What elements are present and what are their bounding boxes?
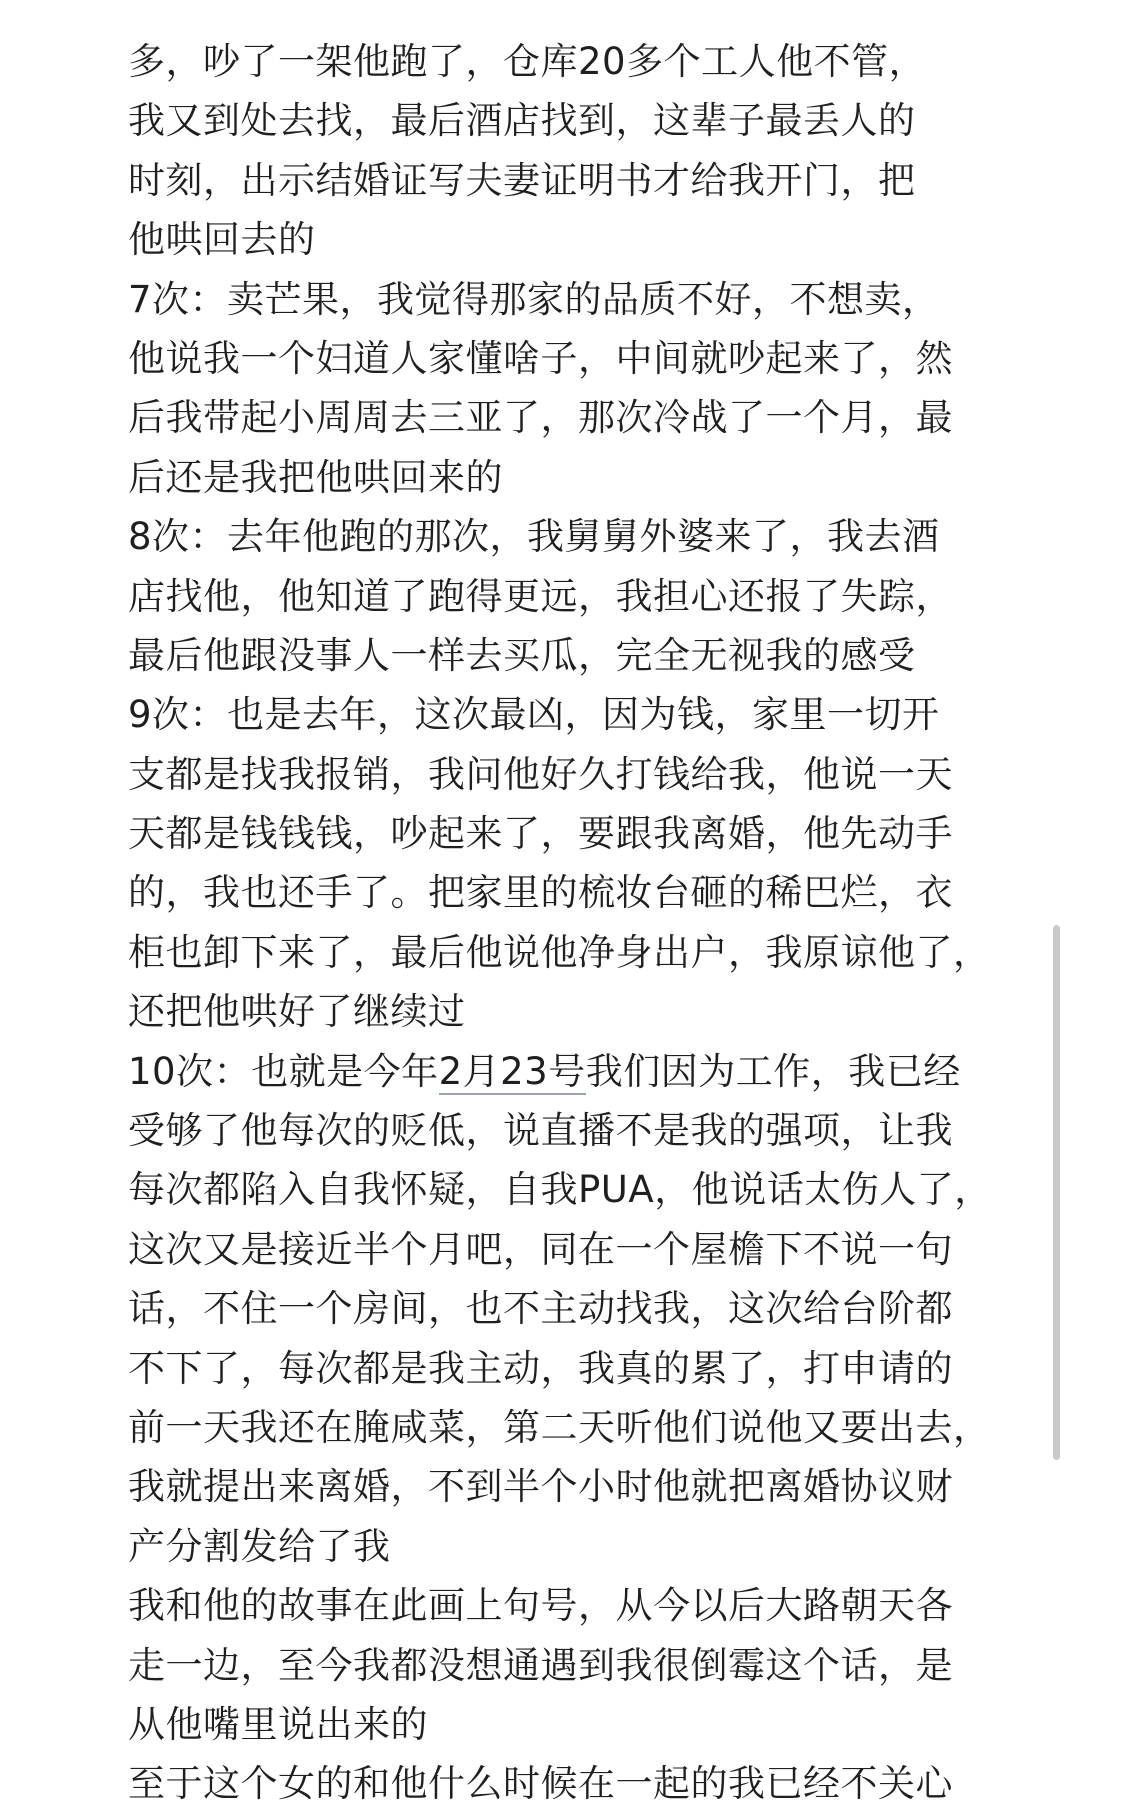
text-line: 时刻，出示结婚证写夫妻证明书才给我开门，把 bbox=[128, 158, 916, 202]
date-link[interactable]: 2月23号 bbox=[438, 1049, 586, 1093]
text-line: 9次：也是去年，这次最凶，因为钱，家里一切开 bbox=[128, 693, 940, 737]
text-line: 店找他，他知道了跑得更远，我担心还报了失踪， bbox=[128, 574, 953, 618]
text-line: 这次又是接近半个月吧，同在一个屋檐下不说一句 bbox=[128, 1227, 953, 1271]
text-line: 后我带起小周周去三亚了，那次冷战了一个月，最 bbox=[128, 396, 953, 440]
text-line: 我又到处去找，最后酒店找到，这辈子最丢人的 bbox=[128, 99, 916, 143]
text-line: 每次都陷入自我怀疑，自我PUA，他说话太伤人了， bbox=[128, 1168, 992, 1212]
text-line: 柜也卸下来了，最后他说他净身出户，我原谅他了， bbox=[128, 930, 991, 974]
text-line-start: 10次：也就是今年 bbox=[128, 1049, 439, 1093]
text-line: 最后他跟没事人一样去买瓜，完全无视我的感受 bbox=[128, 633, 916, 677]
text-line: 不下了，每次都是我主动，我真的累了，打申请的 bbox=[128, 1346, 953, 1390]
text-line: 走一边，至今我都没想通遇到我很倒霉这个话，是 bbox=[128, 1643, 953, 1687]
text-line: 他哄回去的 bbox=[128, 218, 316, 262]
text-line: 产分割发给了我 bbox=[128, 1524, 391, 1568]
text-line: 8次：去年他跑的那次，我舅舅外婆来了，我去酒 bbox=[128, 515, 940, 559]
post-text bbox=[128, 32, 1028, 1814]
text-line: 我和他的故事在此画上句号，从今以后大路朝天各 bbox=[128, 1584, 953, 1628]
text-line: 多，吵了一架他跑了，仓库20多个工人他不管， bbox=[128, 40, 927, 83]
text-line bbox=[128, 1042, 1028, 1101]
text-line: 我就提出来离婚，不到半个小时他就把离婚协议财 bbox=[128, 1465, 953, 1509]
text-line: 话，不住一个房间，也不主动找我，这次给台阶都 bbox=[128, 1287, 953, 1331]
text-line: 前一天我还在腌咸菜，第二天听他们说他又要出去， bbox=[128, 1405, 991, 1449]
text-line: 后还是我把他哄回来的 bbox=[128, 455, 503, 499]
text-line: 天都是钱钱钱，吵起来了，要跟我离婚，他先动手 bbox=[128, 812, 953, 856]
text-line: 的，我也还手了。把家里的梳妆台砸的稀巴烂，衣 bbox=[128, 871, 953, 915]
scrollbar-thumb[interactable] bbox=[1053, 925, 1060, 1460]
text-line: 至于这个女的和他什么时候在一起的我已经不关心 bbox=[128, 1762, 953, 1806]
text-line: 他说我一个妇道人家懂啥子，中间就吵起来了，然 bbox=[128, 336, 953, 380]
text-line: 受够了他每次的贬低，说直播不是我的强项，让我 bbox=[128, 1109, 953, 1153]
text-line: 7次：卖芒果，我觉得那家的品质不好，不想卖， bbox=[128, 277, 940, 321]
text-line: 支都是找我报销，我问他好久打钱给我，他说一天 bbox=[128, 752, 953, 796]
text-line: 还把他哄好了继续过 bbox=[128, 990, 466, 1034]
text-line-end: 我们因为工作，我已经 bbox=[585, 1049, 961, 1093]
text-line: 从他嘴里说出来的 bbox=[128, 1702, 428, 1746]
